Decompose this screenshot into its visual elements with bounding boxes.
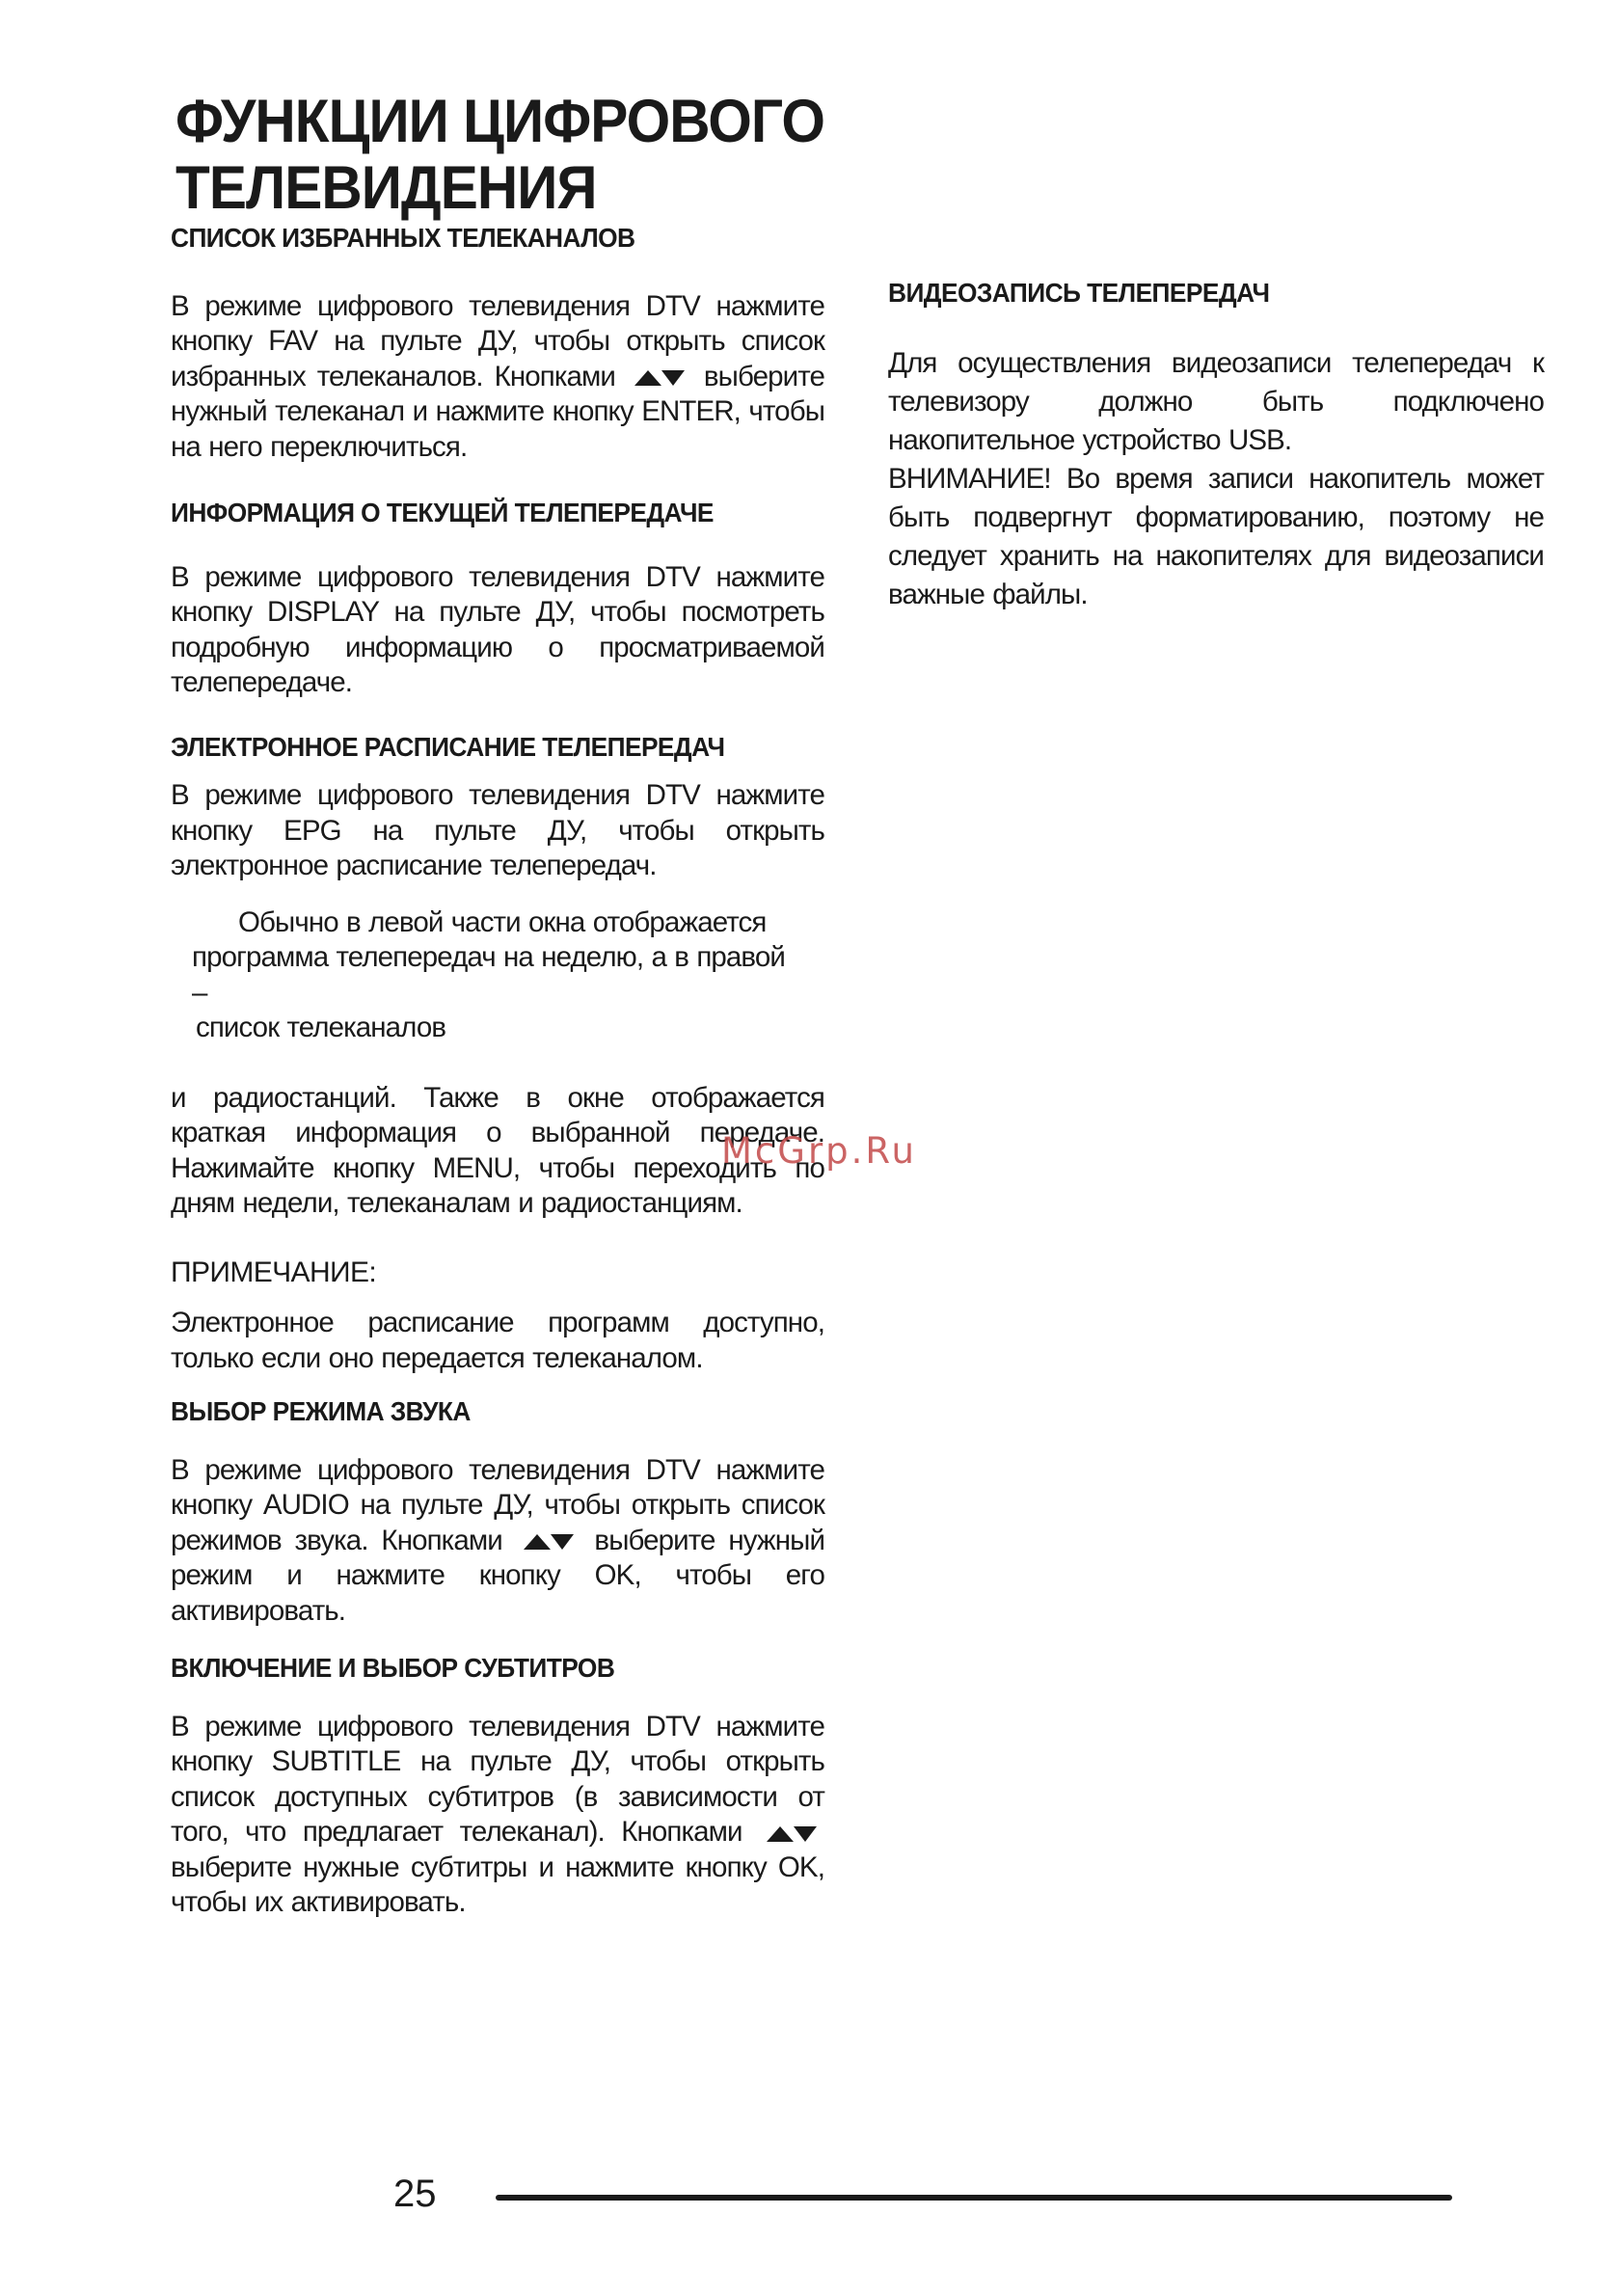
left-column	[171, 222, 824, 1921]
audio-text	[171, 1453, 824, 1630]
epg-text-continued: и радиостанций. Также в окне отображается краткая информация о выбранной передаче. Нажимайте кнопку MENU, чтобы переходить по дням недели, телеканалам и радиостанциям.	[171, 1081, 824, 1220]
favorites-text-end: выберите нужный телеканал и нажмите кнопку ENTER, чтобы на него переключиться.	[171, 360, 825, 463]
section-heading-favorites: СПИСОК ИЗБРАННЫХ ТЕЛЕКАНАЛОВ	[171, 223, 635, 253]
section-program-info	[171, 497, 824, 701]
page-title: ФУНКЦИИ ЦИФРОВОГО ТЕЛЕВИДЕНИЯ	[175, 88, 825, 223]
up-down-arrows-icon	[633, 367, 687, 389]
subtitles-text-start: В режиме цифрового телевидения DTV нажмите кнопку SUBTITLE на пульте ДУ, чтобы открыть список доступных субтитров (в зависимости от того, что предлагает телеканал). Кнопками	[171, 1710, 824, 1849]
program-info-text: В режиме цифрового телевидения DTV нажмите кнопку DISPLAY на пульте ДУ, чтобы посмотреть подробную информацию о просматриваемой телепередаче.	[171, 560, 824, 699]
audio-text-start: В режиме цифрового телевидения DTV нажмите кнопку AUDIO на пульте ДУ, чтобы открыть список режимов звука. Кнопками	[171, 1453, 824, 1556]
section-heading-audio: ВЫБОР РЕЖИМА ЗВУКА	[171, 1396, 471, 1427]
note-label: ПРИМЕЧАНИЕ:	[171, 1256, 377, 1288]
section-subtitles	[171, 1652, 824, 1921]
favorites-text-start: В режиме цифрового телевидения DTV нажмите кнопку FAV на пульте ДУ, чтобы открыть список избранных телеканалов. Кнопками	[171, 289, 824, 392]
section-note	[171, 1256, 824, 1377]
footer-rule	[496, 2195, 1452, 2201]
epg-centered-line-2: программа телепередач на неделю, а в правой –	[192, 941, 785, 1009]
right-column	[888, 277, 1544, 614]
section-heading-epg: ЭЛЕКТРОННОЕ РАСПИСАНИЕ ТЕЛЕПЕРЕДАЧ	[171, 731, 725, 762]
subtitles-text	[171, 1710, 824, 1921]
section-favorites	[171, 222, 824, 465]
watermark: McGrp.Ru	[721, 1130, 917, 1172]
audio-text-end: выберите нужный режим и нажмите кнопку OK, чтобы его активировать.	[171, 1524, 825, 1627]
epg-centered-text	[192, 905, 790, 1046]
section-recording	[888, 277, 1544, 614]
epg-centered-line-1: Обычно в левой части окна отображается	[238, 905, 767, 938]
recording-text: Для осуществления видеозаписи телепередач к телевизору должно быть подключено накопительное устройство USB.	[888, 346, 1544, 456]
favorites-text	[171, 289, 824, 466]
subtitles-text-end: выберите нужные субтитры и нажмите кнопку OK, чтобы их активировать.	[171, 1850, 824, 1919]
note-text: Электронное расписание программ доступно, только если оно передается телеканалом.	[171, 1307, 824, 1374]
section-heading-subtitles: ВКЛЮЧЕНИЕ И ВЫБОР СУБТИТРОВ	[171, 1653, 615, 1684]
epg-centered-line-3: список телеканалов	[196, 1012, 446, 1044]
section-audio	[171, 1395, 824, 1629]
epg-text: В режиме цифрового телевидения DTV нажмите кнопку EPG на пульте ДУ, чтобы открыть электронное расписание телепередач.	[171, 779, 824, 882]
recording-warning: ВНИМАНИЕ! Во время записи накопитель может быть подвергнут форматированию, поэтому не следует хранить на накопителях для видеозаписи важные файлы.	[888, 462, 1544, 610]
up-down-arrows-icon	[522, 1531, 576, 1553]
section-heading-program-info: ИНФОРМАЦИЯ О ТЕКУЩЕЙ ТЕЛЕПЕРЕДАЧЕ	[171, 498, 714, 528]
up-down-arrows-icon	[765, 1823, 819, 1845]
page-number: 25	[393, 2173, 437, 2215]
section-heading-recording: ВИДЕОЗАПИСЬ ТЕЛЕПЕРЕДАЧ	[888, 278, 1270, 308]
